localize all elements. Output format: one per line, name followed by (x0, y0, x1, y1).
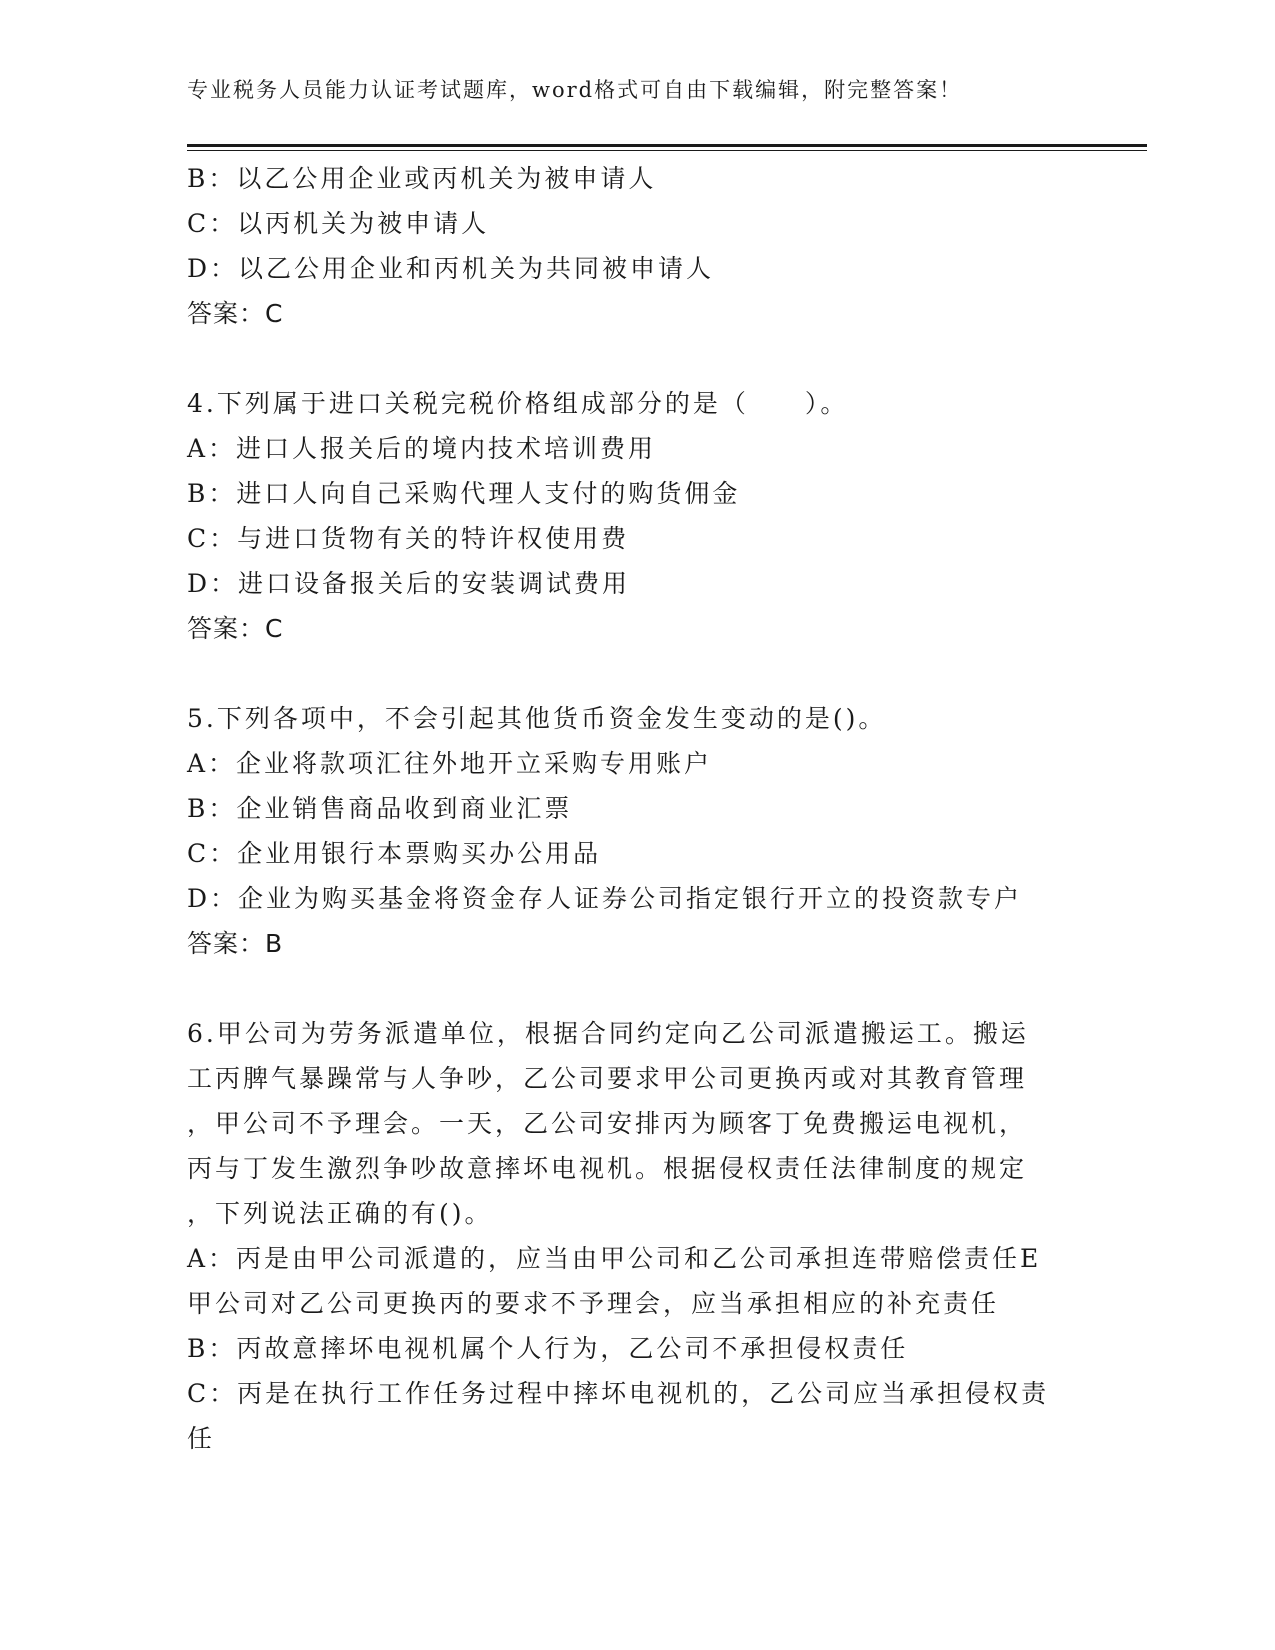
question-block (187, 156, 1087, 336)
question-stem: ，下列说法正确的有()。 (187, 1199, 493, 1228)
option-line: D：以乙公用企业和丙机关为共同被申请人 (187, 254, 715, 283)
option-line: C：企业用银行本票购买办公用品 (187, 839, 602, 868)
question-content (187, 156, 1087, 1461)
option-line: 任 (187, 1424, 216, 1453)
answer-line: 答案：C (187, 614, 284, 643)
question-block (187, 696, 1087, 966)
header-rule-thick (187, 144, 1147, 147)
option-line: C：丙是在执行工作任务过程中摔坏电视机的，乙公司应当承担侵权责 (187, 1379, 1050, 1408)
option-line: D：进口设备报关后的安装调试费用 (187, 569, 631, 598)
question-stem: 5.下列各项中，不会引起其他货币资金发生变动的是()。 (187, 704, 887, 733)
header-rule-thin (187, 150, 1147, 151)
page-header: 专业税务人员能力认证考试题库，word格式可自由下载编辑，附完整答案！ (187, 78, 963, 102)
question-stem: 4.下列属于进口关税完税价格组成部分的是（ ）。 (187, 389, 849, 418)
option-line: C：与进口货物有关的特许权使用费 (187, 524, 630, 553)
question-block (187, 1011, 1087, 1461)
option-line: A：进口人报关后的境内技术培训费用 (187, 434, 657, 463)
question-stem: 工丙脾气暴躁常与人争吵，乙公司要求甲公司更换丙或对其教育管理 (187, 1064, 1028, 1093)
option-line: B：进口人向自己采购代理人支付的购货佣金 (187, 479, 741, 508)
option-line: D：企业为购买基金将资金存人证券公司指定银行开立的投资款专户 (187, 884, 1023, 913)
option-line: B：丙故意摔坏电视机属个人行为，乙公司不承担侵权责任 (187, 1334, 909, 1363)
option-line: C：以丙机关为被申请人 (187, 209, 490, 238)
question-block (187, 381, 1087, 651)
option-line: 甲公司对乙公司更换丙的要求不予理会，应当承担相应的补充责任 (187, 1289, 1000, 1318)
spacer (187, 966, 1087, 1011)
spacer (187, 651, 1087, 696)
option-line: B：以乙公用企业或丙机关为被申请人 (187, 164, 657, 193)
question-stem: 丙与丁发生激烈争吵故意摔坏电视机。根据侵权责任法律制度的规定 (187, 1154, 1028, 1183)
answer-line: 答案：B (187, 929, 284, 958)
question-stem: 6.甲公司为劳务派遣单位，根据合同约定向乙公司派遣搬运工。搬运 (187, 1019, 1029, 1048)
option-line: B：企业销售商品收到商业汇票 (187, 794, 573, 823)
answer-line: 答案：C (187, 299, 284, 328)
option-line: A：丙是由甲公司派遣的，应当由甲公司和乙公司承担连带赔偿责任E (187, 1244, 1042, 1273)
spacer (187, 336, 1087, 381)
question-stem: ，甲公司不予理会。一天，乙公司安排丙为顾客丁免费搬运电视机， (187, 1109, 1028, 1138)
option-line: A：企业将款项汇往外地开立采购专用账户 (187, 749, 713, 778)
